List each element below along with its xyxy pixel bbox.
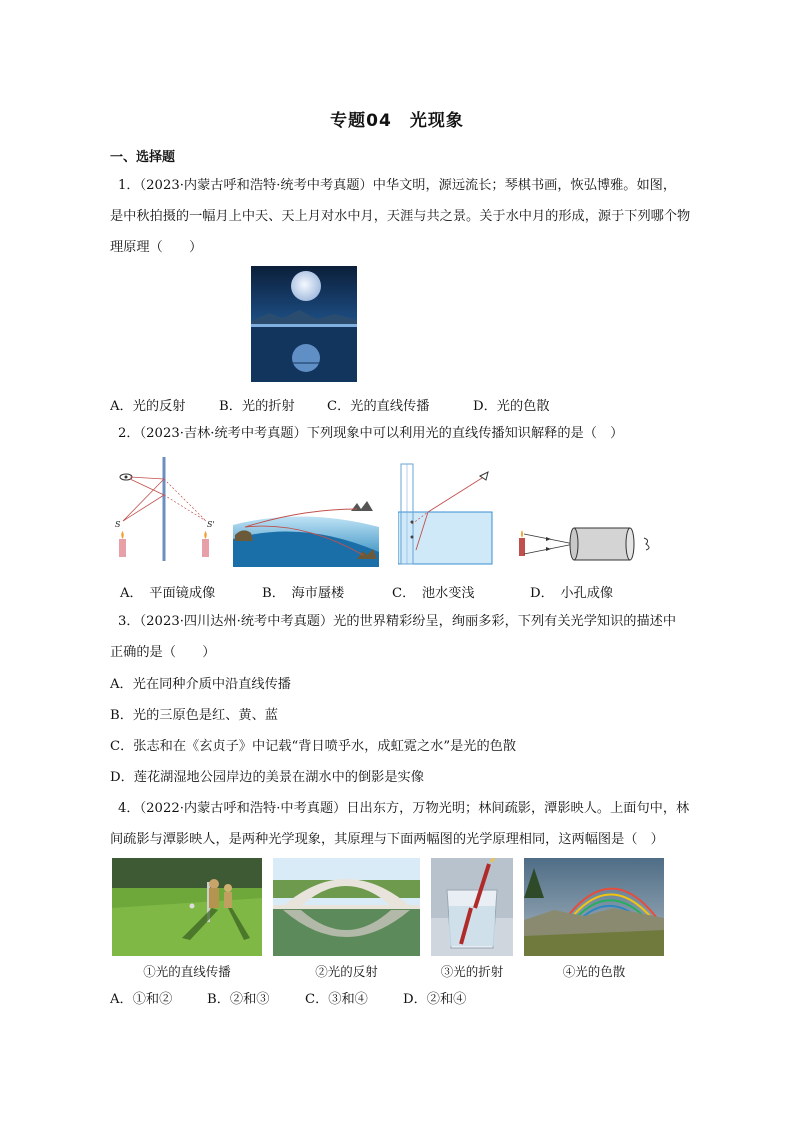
q1-option-d[interactable]: D．光的色散 — [473, 399, 550, 414]
q4-stem-line1: 4．（2022·内蒙古呼和浩特·中考真题）日出东方，万物光明；林间疏影，潭影映人。上面句中，林 — [118, 801, 690, 816]
q4-option-d[interactable]: D．②和④ — [403, 992, 467, 1007]
q4-stem-line2: 间疏影与潭影映人，是两种光学现象，其原理与下面两幅图的光学原理相同，这两幅图是（ ） — [110, 832, 664, 847]
section-heading: 一、选择题 — [110, 150, 176, 165]
q2-option-c[interactable]: C． 池水变浅 — [392, 586, 475, 601]
q3-option-a[interactable]: A．光在同种介质中沿直线传播 — [110, 677, 291, 692]
q4-option-a[interactable]: A．①和② — [110, 992, 173, 1007]
label-s: S — [115, 520, 121, 529]
q2-option-a[interactable]: A． 平面镜成像 — [120, 586, 216, 601]
label-s-prime: S' — [207, 520, 215, 529]
shadow-field-photo — [112, 858, 262, 956]
q3-option-b[interactable]: B．光的三原色是红、黄、蓝 — [110, 708, 278, 723]
pinhole-camera-figure — [516, 520, 656, 566]
q3-stem-line1: 3．（2023·四川达州·统考中考真题）光的世界精彩纷呈，绚丽多彩，下列有关光学知识的描述中 — [118, 614, 677, 629]
rainbow-photo — [524, 858, 664, 956]
q1-option-c[interactable]: C．光的直线传播 — [327, 399, 430, 414]
plane-mirror-figure — [110, 455, 222, 565]
q3-option-d[interactable]: D．莲花湖湿地公园岸边的美景在湖水中的倒影是实像 — [110, 770, 424, 785]
mirage-figure — [233, 497, 379, 567]
q2-option-b[interactable]: B． 海市蜃楼 — [262, 586, 345, 601]
q2-stem: 2．（2023·吉林·统考中考真题）下列现象中可以利用光的直线传播知识解释的是（ ） — [118, 426, 624, 441]
q1-option-b[interactable]: B．光的折射 — [219, 399, 295, 414]
q1-stem-line2: 是中秋拍摄的一幅月上中天、天上月对水中月，天涯与共之景。关于水中月的形成，源于下列哪个物 — [110, 209, 691, 224]
q1-stem-line3: 理原理（ ） — [110, 240, 203, 255]
caption-4: ④光的色散 — [562, 964, 626, 979]
q3-stem-line2: 正确的是（ ） — [110, 645, 216, 660]
q4-option-b[interactable]: B．②和③ — [207, 992, 270, 1007]
q1-stem-line1: 1．（2023·内蒙古呼和浩特·统考中考真题）中华文明，源远流长；琴棋书画，恢弘博雅。如图， — [118, 178, 677, 193]
q4-option-c[interactable]: C．③和④ — [305, 992, 368, 1007]
caption-1: ①光的直线传播 — [143, 964, 231, 979]
moon-reflection-photo — [251, 266, 357, 382]
q2-option-d[interactable]: D． 小孔成像 — [530, 586, 614, 601]
bridge-reflection-photo — [273, 858, 420, 956]
page-title: 专题04 光现象 — [330, 111, 464, 131]
pool-water-figure — [398, 462, 494, 566]
q3-option-c[interactable]: C．张志和在《玄贞子》中记载“背日喷乎水，成虹霓之水”是光的色散 — [110, 739, 517, 754]
caption-2: ②光的反射 — [315, 964, 378, 979]
q1-option-a[interactable]: A．光的反射 — [110, 399, 186, 414]
straw-glass-photo — [431, 858, 513, 956]
caption-3: ③光的折射 — [440, 964, 504, 979]
